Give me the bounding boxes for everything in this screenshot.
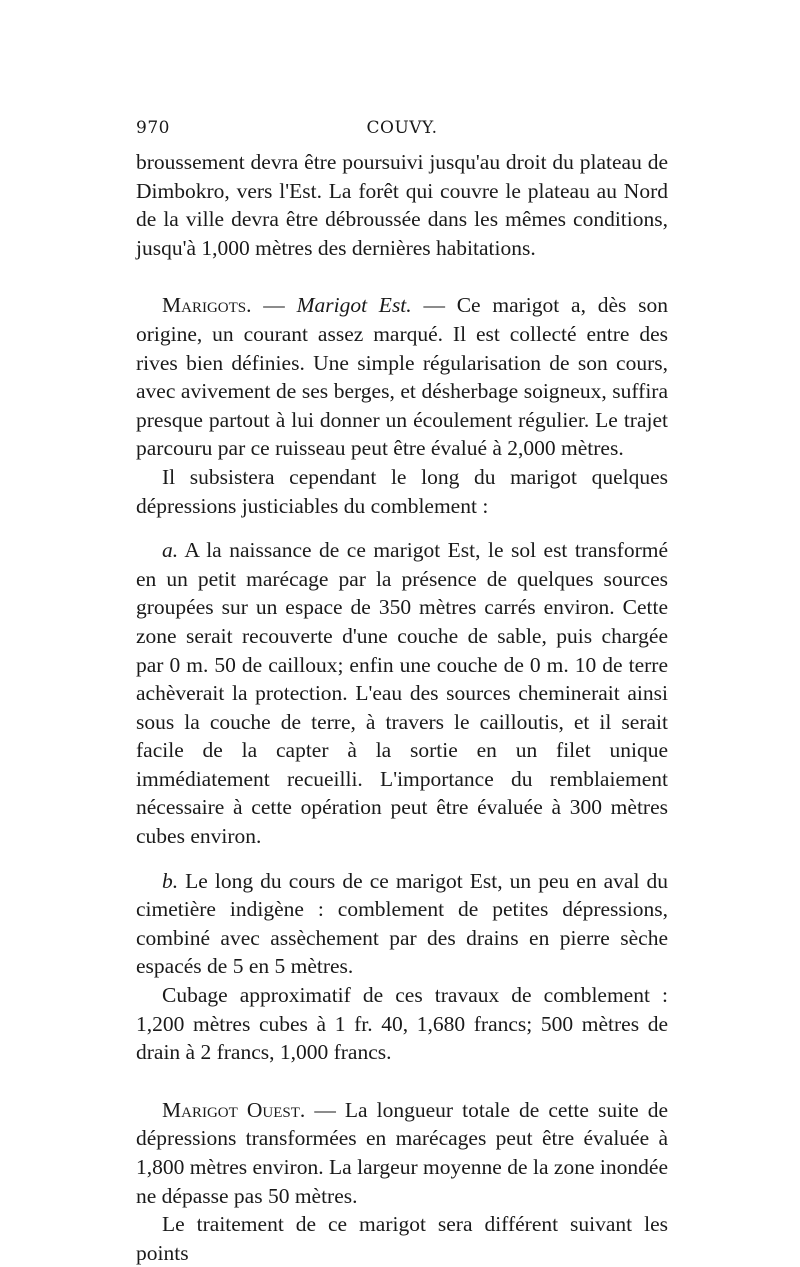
body-text (136, 148, 668, 1267)
book-page (136, 118, 668, 1267)
paragraph-cubage: Cubage approximatif de ces travaux de comblement : 1,200 mètres cubes à 1 fr. 40, 1,680 francs; 500 mètres de drain à 2 francs, 1,000 francs. (136, 983, 668, 1065)
section-heading-marigot-ouest: Marigot Ouest. (162, 1097, 306, 1122)
heading-dash: — (251, 293, 297, 318)
paragraph-traitement: Le traitement de ce marigot sera différent suivant les points (136, 1212, 668, 1265)
paragraph-item-a (136, 536, 668, 851)
paragraph-text: — La longueur totale de cette suite de dépressions transformées en marécages peut être évaluée à 1,800 mètres environ. La largeur moyenne de la zone inondée ne dépasse pas 50 mètres. (136, 1097, 669, 1208)
paragraph-continuation: broussement devra être poursuivi jusqu'au droit du plateau de Dimbokro, vers l'Est. La forêt qui couvre le plateau au Nord de la ville devra être débroussée dans les mêmes conditions, jusqu'à 1,000 mètres des dernières habitations. (136, 150, 668, 260)
paragraph-marigot-ouest (136, 1096, 668, 1210)
paragraph-text: — Ce marigot a, dès son origine, un courant assez marqué. Il est collecté entre des rives bien définies. Une simple régularisation de son cours, avec avivement de ses berges, et désherbage soigneux, suffira presque partout à lui donner un écoulement régulier. Le trajet parcouru par ce ruisseau peut être évalué à 2,000 mètres. (136, 293, 669, 461)
paragraph-depressions: Il subsistera cependant le long du marigot quelques dépressions justiciables du comblement : (136, 464, 668, 518)
paragraph-item-b (136, 867, 668, 981)
section-heading-marigots: Marigots. (162, 293, 252, 318)
paragraph-text: A la naissance de ce marigot Est, le sol est transformé en un petit marécage par la présence de quelques sources groupées sur un espace de 350 mètres carrés environ. Cette zone serait recouverte d'une couche de sable, puis chargée par 0 m. 50 de cailloux; enfin une couche de 0 m. 10 de terre achèverait la protection. L'eau des sources cheminerait ainsi sous la couche de terre, à travers le cailloutis, et il serait facile de la capter à la sortie en un filet unique immédiatement recueilli. L'importance du remblaiement nécessaire à cette opération peut être évaluée à 300 mètres cubes environ. (136, 538, 668, 849)
running-title: COUVY. (366, 118, 438, 138)
page-number: 970 (136, 118, 170, 138)
subheading-marigot-est: Marigot Est. (296, 293, 412, 318)
paragraph-marigot-est (136, 291, 668, 463)
item-label-b: b. (162, 868, 179, 893)
running-head (136, 118, 668, 148)
paragraph-text: Le long du cours de ce marigot Est, un peu en aval du cimetière indigène : comblement de petites dépressions, combiné avec assèchement par des drains en pierre sèche espacés de 5 en 5 mètres. (136, 868, 668, 979)
item-label-a: a. (162, 538, 179, 563)
